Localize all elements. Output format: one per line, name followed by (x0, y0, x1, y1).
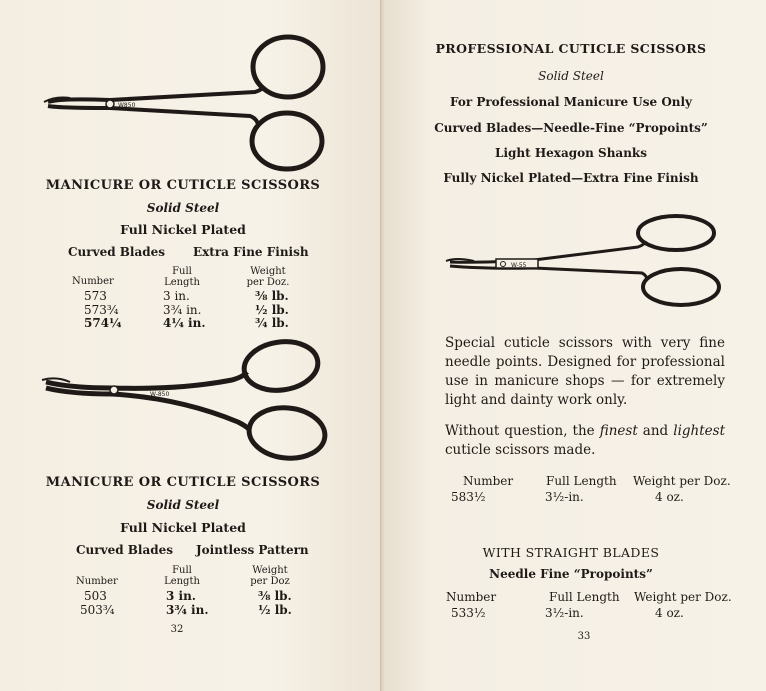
section1-subtitle: Solid Steel (146, 201, 220, 215)
section2-row2-number: 503¾ (80, 603, 115, 617)
table2-row-number: 533½ (451, 606, 486, 620)
section1-row3-weight: ¾ lb. (255, 316, 289, 330)
left-page (0, 0, 382, 691)
section2-header-length-top: Full (172, 565, 192, 576)
paragraph2-pre: Without question, the (445, 423, 600, 439)
curved-scissors-illustration-1 (0, 0, 382, 180)
section2-header-number: Number (76, 576, 118, 587)
paragraph2-emphasis-finest: finest (599, 423, 638, 439)
table2-row-length: 3½-in. (545, 606, 584, 620)
right-feature-2: Curved Blades—Needle-Fine “Propoints” (434, 121, 708, 135)
section1-feature: Full Nickel Plated (120, 222, 246, 237)
curved-scissors-illustration-2 (0, 330, 382, 470)
section2-right-note: Jointless Pattern (196, 543, 309, 557)
section1-header-weight-top: Weight (250, 266, 286, 277)
right-subtitle: Solid Steel (538, 69, 604, 83)
section2-row2-length: 3¾ in. (166, 603, 209, 617)
section1-row2-length: 3¾ in. (163, 303, 202, 317)
section2-subtitle: Solid Steel (146, 498, 220, 512)
section1-row2-weight: ½ lb. (255, 303, 289, 317)
right-feature-3: Light Hexagon Shanks (495, 146, 647, 160)
section1-row1-weight: ⅜ lb. (255, 289, 289, 303)
table2-header-length: Full Length (549, 590, 620, 604)
scissors-mark-2: W-850 (150, 391, 170, 398)
section1-header-length-bottom: Length (164, 277, 200, 288)
right-page-number: 33 (577, 631, 591, 642)
section1-row3-length: 4¼ in. (163, 316, 206, 330)
table1-header-weight: Weight per Doz. (633, 474, 731, 488)
description-paragraph-2 (445, 422, 725, 460)
section1-row1-length: 3 in. (163, 289, 190, 303)
table2-header-weight: Weight per Doz. (634, 590, 732, 604)
left-page-number: 32 (170, 624, 184, 635)
right-feature-1: For Professional Manicure Use Only (449, 95, 693, 109)
section1-row2-number: 573¾ (84, 303, 119, 317)
section1-header-weight-bottom: per Doz. (246, 277, 290, 288)
section1-header-number: Number (72, 276, 114, 287)
right-title: PROFESSIONAL CUTICLE SCISSORS (435, 41, 707, 56)
paragraph2-post: cuticle scissors made. (445, 442, 596, 458)
table2-row-weight: 4 oz. (655, 606, 684, 620)
paragraph2-mid: and (637, 423, 674, 439)
scissors-mark-3: W-55 (511, 262, 527, 269)
professional-scissors-illustration (384, 205, 766, 315)
section1-row3-number: 574¼ (84, 316, 122, 330)
table1-header-number: Number (463, 474, 514, 488)
scissors-mark-1: W850 (118, 102, 136, 109)
straight-blades-title: WITH STRAIGHT BLADES (482, 545, 660, 560)
table1-row-weight: 4 oz. (655, 490, 684, 504)
table1-row-length: 3½-in. (545, 490, 584, 504)
section2-feature: Full Nickel Plated (120, 520, 246, 535)
section2-left-note: Curved Blades (76, 543, 174, 557)
description-paragraph-1: Special cuticle scissors with very fine needle points. Designed for professional use in manicure shops — for extremely light and dainty work only. (445, 335, 725, 408)
section2-header-weight-bottom: per Doz (250, 576, 290, 587)
table1-row-number: 583½ (451, 490, 486, 504)
section2-row2-weight: ½ lb. (258, 603, 292, 617)
section1-left-note: Curved Blades (68, 245, 166, 259)
straight-blades-subtitle: Needle Fine “Propoints” (489, 567, 653, 581)
section1-row1-number: 573 (84, 289, 107, 303)
section2-title: MANICURE OR CUTICLE SCISSORS (45, 475, 321, 490)
section2-header-weight-top: Weight (252, 565, 288, 576)
section2-row1-number: 503 (84, 589, 107, 603)
paragraph2-emphasis-lightest: lightest (673, 423, 725, 439)
section1-title: MANICURE OR CUTICLE SCISSORS (45, 178, 321, 193)
right-page (384, 0, 766, 691)
section1-header-length-top: Full (172, 266, 192, 277)
section2-row1-length: 3 in. (166, 589, 196, 603)
section2-row1-weight: ⅜ lb. (258, 589, 292, 603)
section2-header-length-bottom: Length (164, 576, 200, 587)
right-feature-4: Fully Nickel Plated—Extra Fine Finish (443, 171, 699, 185)
table2-header-number: Number (446, 590, 497, 604)
table1-header-length: Full Length (546, 474, 617, 488)
section1-right-note: Extra Fine Finish (193, 245, 309, 259)
